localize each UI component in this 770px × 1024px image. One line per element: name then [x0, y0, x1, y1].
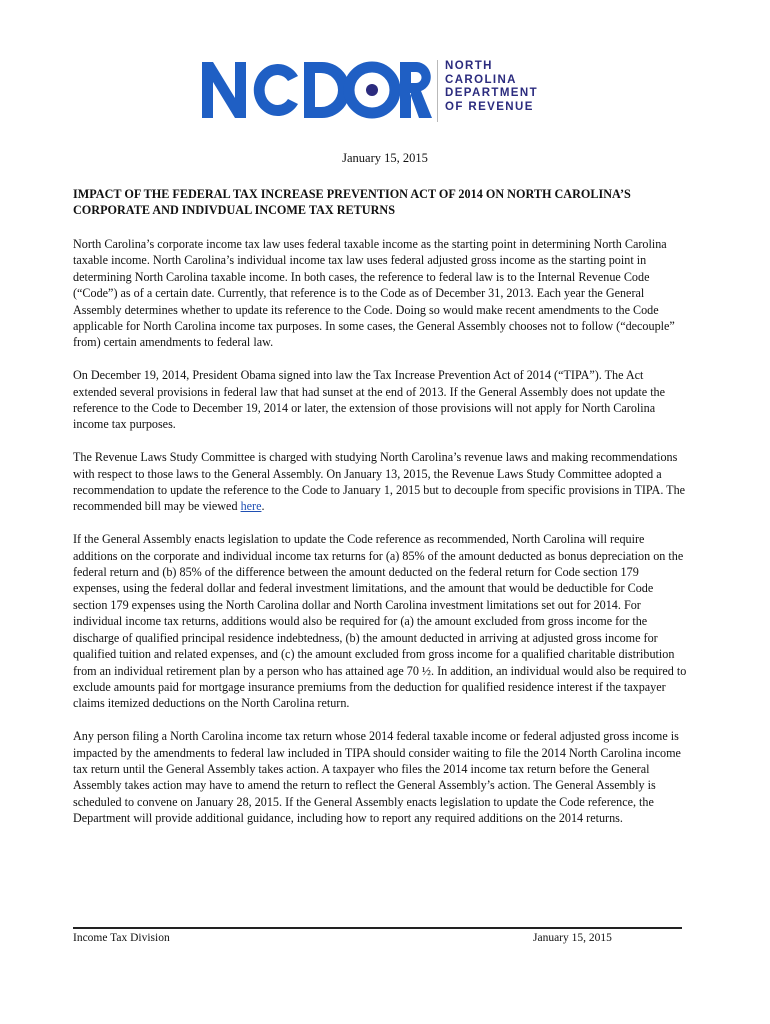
document-date: January 15, 2015 [342, 151, 428, 165]
footer-date: January 15, 2015 [533, 932, 612, 944]
ncdor-wordmark-logo [200, 56, 432, 122]
recommended-bill-link[interactable]: here [240, 499, 262, 514]
paragraph: Any person filing a North Carolina income tax return whose 2014 federal taxable income or federal adjusted gross income is impacted by the amendments to federal law included in TIPA should consider waiting to file the 2014 North Carolina income tax return until the General Assembly takes action. A taxpayer who files the 2014 income tax return before the General Assembly takes action may have to amend the return to reflect the General Assembly’s action. The General Assembly is scheduled to convene on January 28, 2015. If the General Assembly enacts legislation to update the Code reference, the Department will provide additional guidance, including how to report any required additions on the 2014 returns. [73, 729, 681, 826]
logo-divider [437, 60, 438, 122]
document-body [73, 236, 687, 843]
logo-department-text [445, 60, 538, 114]
paragraph: If the General Assembly enacts legislation to update the Code reference as recommended, North Carolina will require additions on the corporate and individual income tax returns for (a) 85% of the amount deducted as bonus depreciation on the federal return and (b) 85% of the difference between the amount deducted on the federal return for Code section 179 expenses, using the federal dollar and federal investment limitations, and the amount that would be deductible for Code section 179 expenses using the North Carolina dollar and North Carolina investment limitations set out for 2014. For individual income tax returns, additions would also be required for (a) the amount excluded from gross income for the discharge of qualified principal residence indebtedness, (b) the amount deducted in arriving at adjusted gross income for qualified tuition and related expenses, and (c) the amount excluded from gross income for a qualified charitable distribution from an individual retirement plan by a person who has attained age 70 ½. In addition, an individual would also be required to exclude amounts paid for mortgage insurance premiums from the deduction for qualified residence interest if the taxpayer claims itemized deductions on the North Carolina return. [73, 532, 687, 711]
footer-division: Income Tax Division [73, 932, 170, 944]
ncdor-logo [200, 56, 560, 128]
footer-divider [73, 927, 682, 929]
document-title: IMPACT OF THE FEDERAL TAX INCREASE PREVENTION ACT OF 2014 ON NORTH CAROLINA’S CORPORATE AND INDIVDUAL INCOME TAX RETURNS [73, 187, 631, 217]
paragraph: North Carolina’s corporate income tax law uses federal taxable income as the starting point in determining North Carolina taxable income. North Carolina’s individual income tax law uses federal adjusted gross income as the starting point in determining North Carolina taxable income. In both cases, the reference to federal law is to the Internal Revenue Code (“Code”) as of a certain date. Currently, that reference is to the Code as of December 31, 2013. Each year the General Assembly determines whether to update its reference to the Code. Doing so would make recent amendments to the Code applicable for North Carolina income tax purposes. In some cases, the General Assembly chooses not to follow (“decouple” from) certain amendments to federal law. [73, 237, 675, 350]
paragraph: On December 19, 2014, President Obama signed into law the Tax Increase Prevention Act of 2014 (“TIPA”). The Act extended several provisions in federal law that had sunset at the end of 2013. If the General Assembly does not update the reference to the Code to December 19, 2014 or later, the extension of those provisions will not apply for North Carolina income tax purposes. [73, 368, 666, 432]
paragraph-text-end: . [261, 499, 265, 514]
logo-line: CAROLINA [445, 73, 517, 86]
paragraph-text: The Revenue Laws Study Committee is charged with studying North Carolina’s revenue laws and making recommendations with respect to those laws to the General Assembly. On January 13, 2015, the Revenue Laws Study Committee adopted a recommendation to update the reference to the Code to January 1, 2015 but to decouple from specific provisions in TIPA. The recommended bill may be viewed [73, 450, 686, 514]
paragraph [73, 449, 687, 515]
logo-line: NORTH [445, 60, 493, 72]
logo-line: DEPARTMENT [445, 87, 539, 99]
logo-line: OF REVENUE [445, 100, 534, 113]
